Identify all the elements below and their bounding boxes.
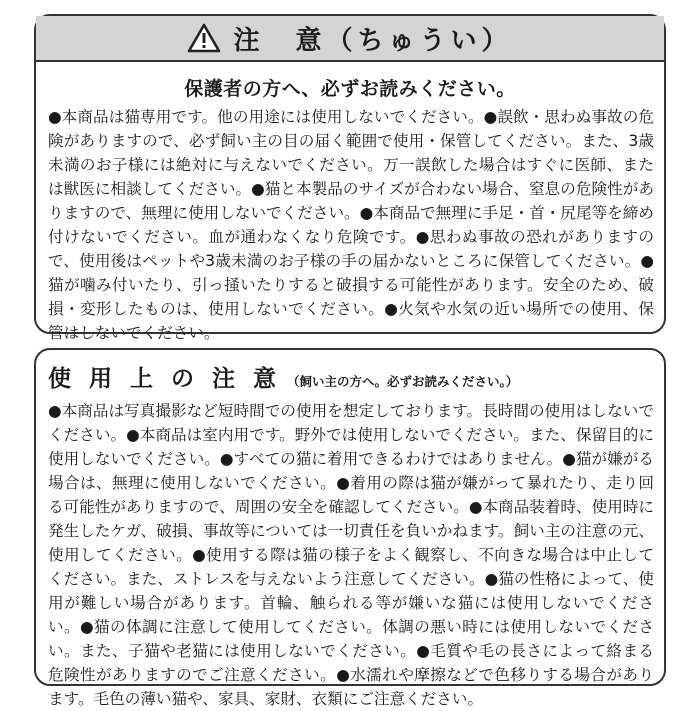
caution-panel: [34, 14, 666, 342]
usage-title: 使 用 上 の 注 意: [48, 366, 282, 392]
usage-panel: [34, 348, 666, 708]
warning-triangle-icon: [187, 23, 221, 53]
usage-header: [48, 360, 664, 393]
caution-header: [36, 16, 664, 62]
caution-title: 注 意（ちゅうい）: [233, 25, 513, 56]
usage-note: （飼い主の方へ。必ずお読みください。）: [287, 374, 519, 389]
caution-body: ●本商品は猫専用です。他の用途には使用しないでください。●誤飲・思わぬ事故の危険がありますので、必ず飼い主の目の届く範囲で使用・保管してください。また、3歳未満のお子様には絶対に与えないでください。万一誤飲した場合はすぐに医師、または獣医に相談してください。●猫と本製品のサイズが合わない場合、窒息の危険性がありますので、無理に使用しないでください。●本商品で無理に手足・首・尻尾等を締め付けないでください。血が通わなくなり危険です。●思わぬ事故の恐れがありますので、使用後はペットや3歳未満のお子様の手の届かないところに保管してください。●猫が噛み付いたり、引っ掻いたりすると破損する可能性があります。安全のため、破損・変形したものは、使用しないでください。●火気や水気の近い場所での使用、保管はしないでください。: [48, 108, 654, 342]
usage-body: ●本商品は写真撮影など短時間での使用を想定しております。長時間の使用はしないでください。●本商品は室内用です。野外では使用しないでください。また、保留目的に使用しないでください。●すべての猫に着用できるわけではありません。●猫が嫌がる場合は、無理に使用しないでください。●着用の際は猫が嫌がって暴れたり、走り回る可能性がありますので、周囲の安全を確認してください。●本商品装着時、使用時に発生したケガ、破損、事故等については一切責任を負いかねます。飼い主の注意の元、使用してください。●使用する際は猫の様子をよく観察し、不向きな場合は中止してください。また、ストレスを与えないよう注意してください。●猫の性格によって、使用が難しい場合があります。首輪、触られる等が嫌いな猫には使用しないでください。●猫の体調に注意して使用してください。体調の悪い時には使用しないでください。また、子猫や老猫には使用しないでください。●毛質や毛の長さによって絡まる危険性がありますのでご注意ください。●水濡れや摩擦などで色移りする場合があります。毛色の薄い猫や、家具、家財、衣類にご注意ください。: [48, 402, 654, 708]
caution-subtitle: 保護者の方へ、必ずお読みください。: [184, 78, 516, 100]
